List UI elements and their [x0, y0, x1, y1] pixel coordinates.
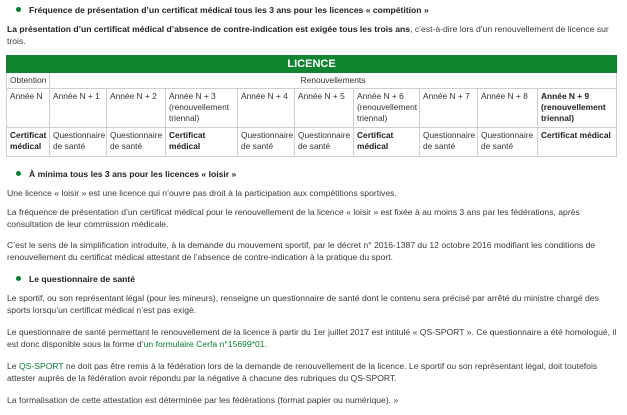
- paragraph-loisir-frequency: La fréquence de présentation d’un certificat médical pour le renouvellement de la licence « loisir » est fixée à au moins 3 ans par les fédérations, après consultation de leur commission médicale.: [7, 207, 580, 229]
- paragraph-decret: C’est le sens de la simplification introduite, à la demande du mouvement sportif, par le décret n° 2016-1387 du 12 octobre 2016 modifiant les conditions de renouvellement du certificat médical attestant de l’absence de contre-indication à la pratique du sport.: [7, 240, 596, 262]
- bullet-icon: [16, 276, 21, 281]
- licence-table: [6, 55, 617, 157]
- paragraph-attestation: [7, 360, 619, 384]
- year-cell: Année N: [7, 89, 50, 128]
- bullet-loisir-text: À minima tous les 3 ans pour les licences « loisir »: [29, 169, 237, 179]
- paragraph-questionnaire-content: Le sportif, ou son représentant légal (pour les mineurs), renseigne un questionnaire de santé dont le contenu sera précisé par arrêté du ministre chargé des sports lorsqu’un certificat médical n’est pas exigé.: [7, 293, 599, 315]
- bullet-competition-text: Fréquence de présentation d’un certificat médical tous les 3 ans pour les licences « compétition »: [29, 5, 429, 15]
- paragraph-qs-sport-end: .: [264, 339, 267, 349]
- paragraph-qs-sport: [7, 326, 619, 350]
- column-obtention: Obtention: [7, 73, 50, 89]
- doc-cell: Certificat médical: [166, 128, 238, 157]
- bullet-icon: [16, 171, 21, 176]
- paragraph-attestation-start: Le: [7, 361, 19, 371]
- doc-cell: Questionnaire de santé: [238, 128, 295, 157]
- doc-cell: Questionnaire de santé: [50, 128, 107, 157]
- paragraph-qs-sport-text: Le questionnaire de santé permettant le renouvellement de la licence à partir du 1er juillet 2017 est intitulé « QS-SPORT ». Ce questionnaire a été homologué, il est donc disponible sous la forme d’: [7, 327, 617, 349]
- paragraph-triennal: [7, 23, 619, 47]
- doc-cell: Certificat médical: [354, 128, 420, 157]
- doc-cell: Questionnaire de santé: [107, 128, 166, 157]
- year-cell: Année N + 3 (renouvellement triennal): [166, 89, 238, 128]
- year-cell: Année N + 9 (renouvellement triennal): [538, 89, 617, 128]
- year-cell: Année N + 6 (renouvellement triennal): [354, 89, 420, 128]
- bullet-icon: [16, 7, 21, 12]
- doc-cell: Questionnaire de santé: [478, 128, 538, 157]
- bullet-questionnaire: [16, 273, 135, 285]
- year-cell: Année N + 4: [238, 89, 295, 128]
- column-renouvellements: Renouvellements: [50, 73, 617, 89]
- year-cell: Année N + 7: [420, 89, 478, 128]
- year-cell: Année N + 5: [295, 89, 354, 128]
- paragraph-triennal-bold: La présentation d’un certificat médical d’absence de contre-indication est exigée tous les trois ans: [7, 24, 411, 34]
- qs-sport-link[interactable]: QS-SPORT: [18, 361, 64, 371]
- doc-cell: Certificat médical: [7, 128, 50, 157]
- paragraph-loisir-definition: Une licence « loisir » est une licence qui n’ouvre pas droit à la participation aux compétitions sportives.: [7, 188, 397, 198]
- paragraph-attestation-text: ne doit pas être remis à la fédération lors de la demande de renouvellement de la licence. Le sportif ou son représentant légal, doit toutefois attester auprès de la fédération avoir répondu par la négative à chacune des rubriques du QS-SPORT.: [7, 361, 598, 383]
- paragraph-triennal-rest: , c’est-à-dire lors d’un renouvellement de licence sur trois.: [7, 24, 609, 46]
- paragraph-formalisation: La formalisation de cette attestation est déterminée par les fédérations (format papier ou numérique). »: [7, 395, 399, 405]
- year-cell: Année N + 8: [478, 89, 538, 128]
- bullet-competition: [16, 4, 429, 16]
- bullet-questionnaire-text: Le questionnaire de santé: [29, 274, 136, 284]
- bullet-loisir: [16, 168, 236, 180]
- doc-cell: Certificat médical: [538, 128, 617, 157]
- doc-cell: Questionnaire de santé: [420, 128, 478, 157]
- year-cell: Année N + 1: [50, 89, 107, 128]
- licence-table-title: LICENCE: [7, 56, 617, 73]
- doc-cell: Questionnaire de santé: [295, 128, 354, 157]
- year-cell: Année N + 2: [107, 89, 166, 128]
- cerfa-link[interactable]: un formulaire Cerfa n°15699*01: [143, 339, 265, 349]
